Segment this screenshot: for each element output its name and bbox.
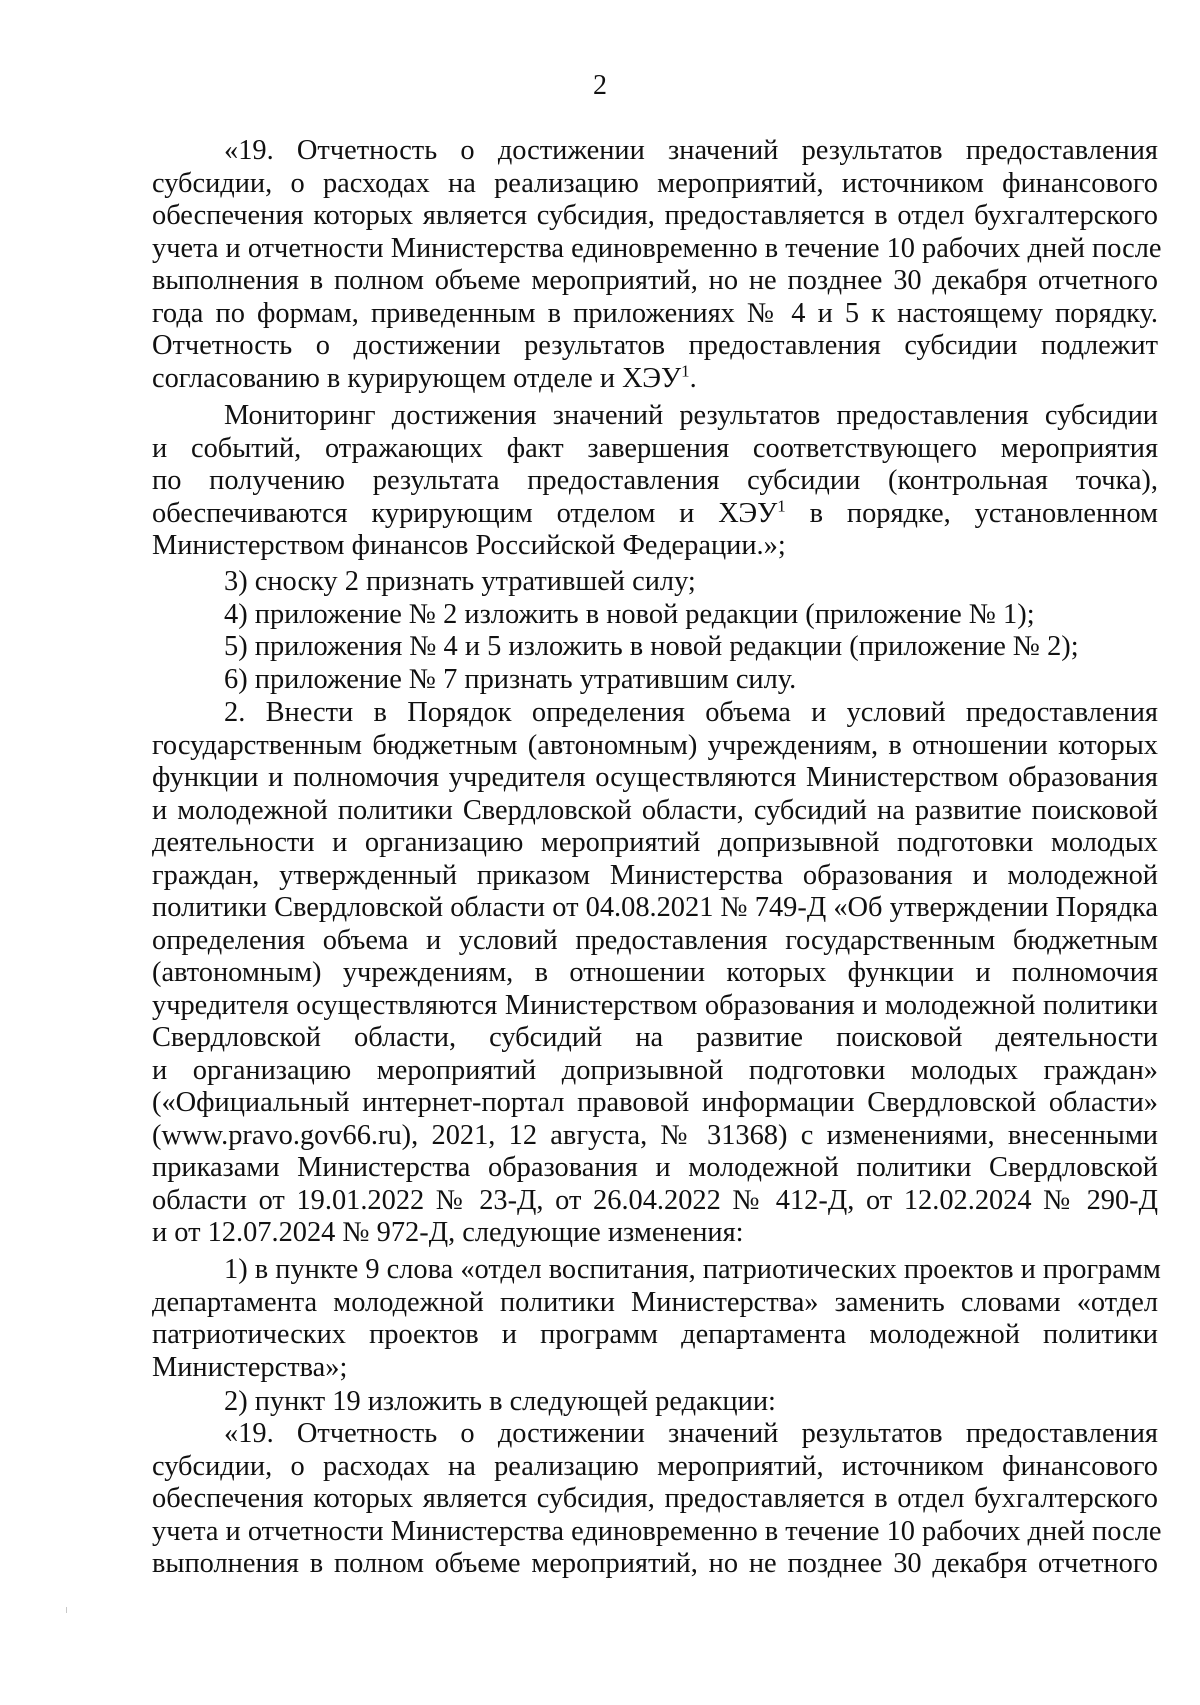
text-line: («Официальный интернет-портал правовой информации Свердловской области» xyxy=(152,1087,1158,1118)
text-fragment: . xyxy=(689,362,697,394)
text-line: функции и полномочия учредителя осуществляются Министерством образования xyxy=(152,762,1158,793)
text-line: приказами Министерства образования и молодежной политики Свердловской xyxy=(152,1152,1158,1183)
text-line: граждан, утвержденный приказом Министерства образования и молодежной xyxy=(152,859,1158,891)
text-line: учредителя осуществляются Министерством образования и молодежной политики xyxy=(152,989,1158,1021)
text-line: патриотических проектов и программ департамента молодежной политики xyxy=(152,1319,1158,1350)
text-line: субсидии, о расходах на реализацию мероприятий, источником финансового xyxy=(152,167,1158,199)
paragraph-p19-first xyxy=(152,135,1162,395)
list-items-3-6 xyxy=(152,566,1158,696)
paragraph-point-2 xyxy=(152,697,1158,1250)
paragraph-item-1-point-9 xyxy=(152,1254,1161,1384)
text-line-with-footnote xyxy=(152,363,1158,396)
paragraph-p19-second xyxy=(152,1418,1162,1581)
text-line: и событий, отражающих факт завершения соответствующего мероприятия xyxy=(152,432,1158,464)
text-line: учета и отчетности Министерства единовременно в течение 10 рабочих дней после xyxy=(152,1515,1162,1547)
text-line: 1) в пункте 9 слова «отдел воспитания, патриотических проектов и программ xyxy=(224,1254,1161,1285)
text-line: Отчетность о достижении результатов предоставления субсидии подлежит xyxy=(152,330,1158,361)
text-line: Министерства»; xyxy=(152,1351,348,1383)
text-line: определения объема и условий предоставления государственным бюджетным xyxy=(152,924,1158,956)
text-line: 2. Внести в Порядок определения объема и условий предоставления xyxy=(224,697,1158,728)
text-line: государственным бюджетным (автономным) учреждениям, в отношении которых xyxy=(152,729,1158,761)
text-line: обеспечения которых является субсидия, предоставляется в отдел бухгалтерского xyxy=(152,200,1158,231)
text-line: (www.pravo.gov66.ru), 2021, 12 августа, № 31368) с изменениями, внесенными xyxy=(152,1119,1158,1151)
text-line-with-footnote xyxy=(152,498,1158,531)
text-line: Министерством финансов Российской Федерации.»; xyxy=(152,530,786,561)
text-line: и организацию мероприятий допризывной подготовки молодых граждан» xyxy=(152,1054,1158,1086)
list-item: 4) приложение № 2 изложить в новой редакции (приложение № 1); xyxy=(224,598,1035,630)
text-line: Мониторинг достижения значений результатов предоставления субсидии xyxy=(224,400,1158,431)
page-number: 2 xyxy=(593,70,607,101)
text-line: и молодежной политики Свердловской области, субсидий на развитие поисковой xyxy=(152,794,1158,826)
text-line: «19. Отчетность о достижении значений результатов предоставления xyxy=(224,135,1158,166)
text-line: политики Свердловской области от 04.08.2021 № 749-Д «Об утверждении Порядка xyxy=(152,892,1158,923)
list-item: 3) сноску 2 признать утратившей силу; xyxy=(224,566,696,597)
scan-mark xyxy=(66,1607,67,1613)
text-line: (автономным) учреждениям, в отношении которых функции и полномочия xyxy=(152,957,1158,988)
text-line: Свердловской области, субсидий на развитие поисковой деятельности xyxy=(152,1022,1158,1053)
paragraph-item-2-point-19 xyxy=(152,1386,1158,1419)
text-line: года по формам, приведенным в приложениях № 4 и 5 к настоящему порядку. xyxy=(152,297,1158,329)
text-line: 2) пункт 19 изложить в следующей редакции: xyxy=(224,1386,776,1417)
footnote-ref: 1 xyxy=(777,496,786,516)
list-item: 5) приложения № 4 и 5 изложить в новой редакции (приложение № 2); xyxy=(224,631,1079,662)
paragraph-monitoring xyxy=(152,400,1158,563)
text-line: обеспечения которых является субсидия, предоставляется в отдел бухгалтерского xyxy=(152,1483,1158,1514)
text-line: выполнения в полном объеме мероприятий, но не позднее 30 декабря отчетного xyxy=(152,265,1158,296)
text-line: деятельности и организацию мероприятий допризывной подготовки молодых xyxy=(152,827,1158,858)
text-fragment: в порядке, установленном xyxy=(785,497,1158,529)
text-line: выполнения в полном объеме мероприятий, но не позднее 30 декабря отчетного xyxy=(152,1548,1158,1579)
text-line: «19. Отчетность о достижении значений результатов предоставления xyxy=(224,1418,1158,1449)
text-line: субсидии, о расходах на реализацию мероприятий, источником финансового xyxy=(152,1450,1158,1482)
text-line: и от 12.07.2024 № 972-Д, следующие изменения: xyxy=(152,1217,744,1248)
text-line: по получению результата предоставления субсидии (контрольная точка), xyxy=(152,465,1158,496)
list-item: 6) приложение № 7 признать утратившим силу. xyxy=(224,663,797,695)
text-line: области от 19.01.2022 № 23-Д, от 26.04.2022 № 412-Д, от 12.02.2024 № 290-Д xyxy=(152,1184,1158,1216)
text-line: департамента молодежной политики Министерства» заменить словами «отдел xyxy=(152,1286,1158,1318)
text-fragment: согласованию в курирующем отделе и ХЭУ xyxy=(152,362,682,394)
footnote-ref: 1 xyxy=(681,361,690,381)
text-line: учета и отчетности Министерства единовременно в течение 10 рабочих дней после xyxy=(152,232,1162,264)
text-fragment: обеспечиваются курирующим отделом и ХЭУ xyxy=(152,497,778,529)
